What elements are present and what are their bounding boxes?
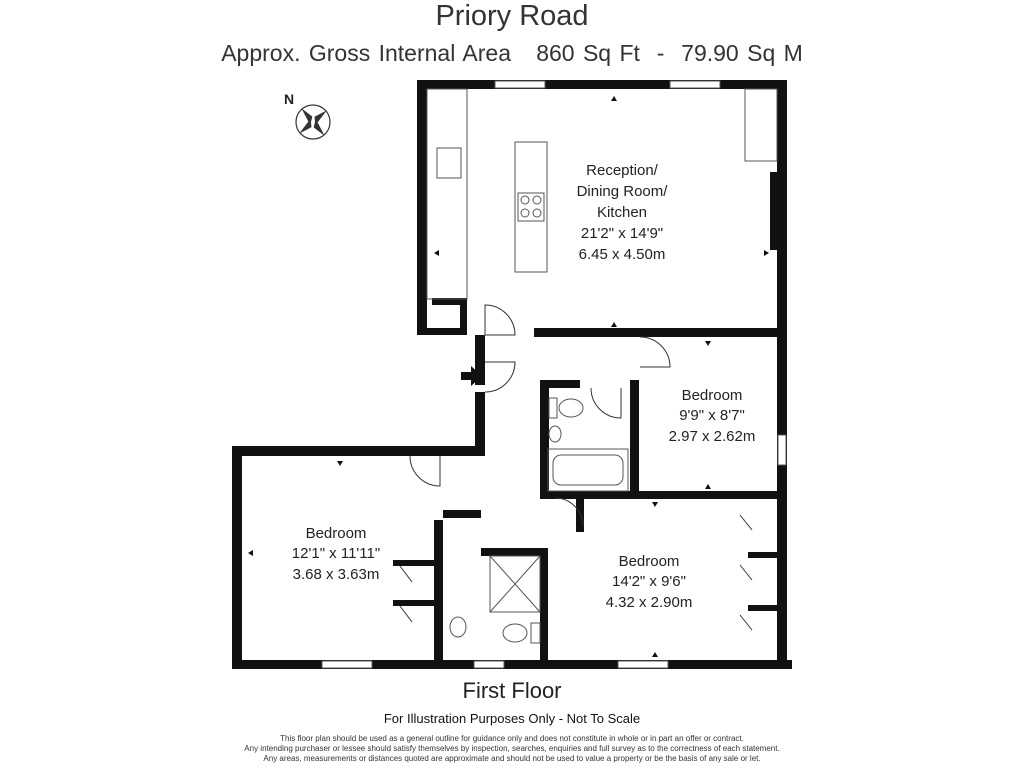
room-name: Bedroom [618,553,680,570]
room-dimensions-metric: 3.68 x 3.63m [292,566,380,583]
floor-label: First Floor [462,678,562,703]
room-dimensions-metric: 6.45 x 4.50m [578,246,666,263]
compass-icon [296,105,330,139]
room-reception [577,162,669,263]
room-name: Bedroom [305,525,367,542]
compass-north-label: N [284,91,295,107]
room-dimensions-imperial: 9'9" x 8'7" [679,407,745,424]
room-dimensions-imperial: 12'1" x 11'11" [291,545,381,562]
disclaimer-line: Any intending purchaser or lessee should satisfy themselves by inspection, searches, enquiries and full survey as to the correctness of each statement. [244,744,780,753]
disclaimer-line: This floor plan should be used as a general outline for guidance only and does not constitute in whole or in part an offer or contract. [280,734,744,743]
toilet-icon [559,399,583,417]
basin-icon [549,426,561,442]
plan-title: Priory Road [435,0,589,32]
disclaimer-line: Any areas, measurements or distances quoted are approximate and should not be used to value a property or be the basis of any sale or let. [263,754,761,763]
area-sqft: 860 Sq Ft [536,40,640,66]
doors [400,305,752,630]
room-name: Dining Room/ [576,183,668,200]
disclaimer [0,734,1024,764]
fireplace [770,172,777,250]
room-name: Kitchen [596,204,648,221]
room-name: Reception/ [586,162,658,179]
area-label: Approx. Gross Internal Area [221,40,512,66]
toilet-icon [503,624,527,642]
windows [322,81,786,668]
kitchen-island [515,142,547,272]
room-bedroom-small [669,387,756,445]
basin-icon [450,617,466,637]
scale-note: For Illustration Purposes Only - Not To Scale [383,711,641,726]
room-dimensions-metric: 2.97 x 2.62m [668,428,756,445]
room-name: Bedroom [681,387,743,404]
area-separator: - [656,40,665,66]
room-dimensions-metric: 4.32 x 2.90m [605,594,693,611]
area-sqm: 79.90 Sq M [681,40,803,66]
room-dimensions-imperial: 21'2" x 14'9" [580,225,664,242]
room-bedroom-right [606,553,693,611]
room-dimensions-imperial: 14'2" x 9'6" [612,573,686,590]
room-bedroom-left [292,525,380,583]
